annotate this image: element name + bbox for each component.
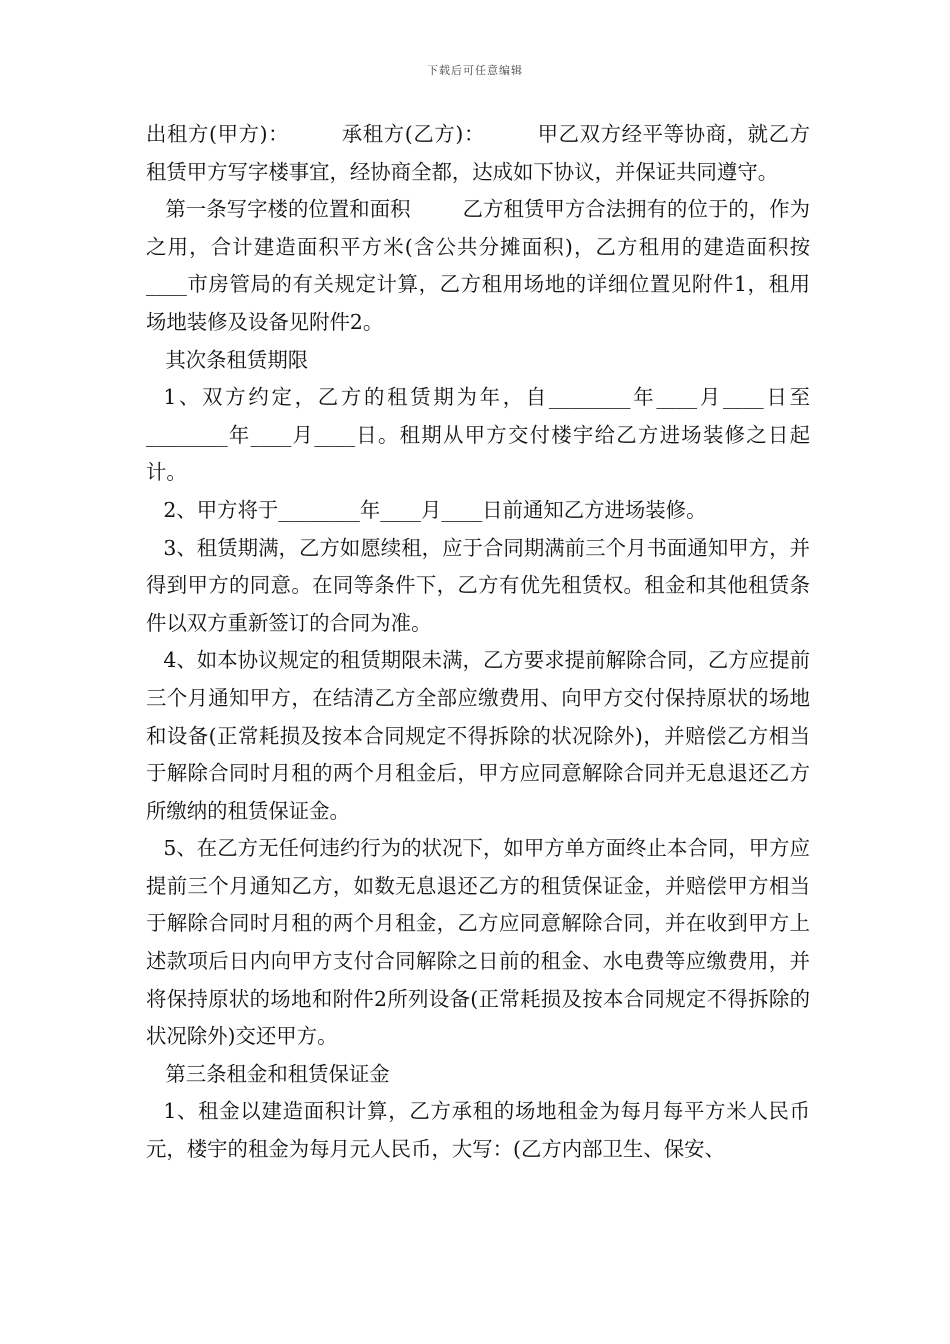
article-2-clause-5: 5、在乙方无任何违约行为的状况下，如甲方单方面终止本合同，甲方应提前三个月通知乙方，如数无息退还乙方的租赁保证金，并赔偿甲方相当于解除合同时月租的两个月租金，乙方应同意解除合同，并在收到甲方上述款项后日内向甲方支付合同解除之日前的租金、水电费等应缴费用，并将保持原状的场地和附件2所列设备(正常耗损及按本合同规定不得拆除的状况除外)交还甲方。 — [146, 836, 810, 1049]
article-1-title: 第一条写字楼的位置和面积 — [165, 197, 411, 222]
article-3-clause-1: 1、租金以建造面积计算，乙方承租的场地租金为每月每平方米人民币元，楼宇的租金为每月元人民币，大写：(乙方内部卫生、保安、 — [146, 1099, 810, 1162]
article-2-clause-3: 3、租赁期满，乙方如愿续租，应于合同期满前三个月书面通知甲方，并得到甲方的同意。在同等条件下，乙方有优先租赁权。租金和其他租赁条件以双方重新签订的合同为准。 — [146, 535, 810, 635]
article-2-clause-2: 2、甲方将于________年____月____日前通知乙方进场装修。 — [163, 497, 707, 522]
paragraph-parties — [146, 116, 810, 191]
article-2-clause-1: 1、双方约定，乙方的租赁期为年，自________年____月____日至________年____月____日。租期从甲方交付楼宇给乙方进场装修之日起计。 — [146, 385, 810, 485]
article-3-title: 第三条租金和租赁保证金 — [165, 1061, 390, 1086]
lessee-label: 承租方(乙方)： — [341, 122, 485, 146]
agreement-intro: 甲乙双方经平等协商，就乙方租赁甲方写字楼事宜，经协商全都，达成如下协议，并保证共同遵守。 — [146, 122, 810, 184]
article-2-clause-4: 4、如本协议规定的租赁期限未满，乙方要求提前解除合同，乙方应提前三个月通知甲方，在结清乙方全部应缴费用、向甲方交付保持原状的场地和设备(正常耗损及按本合同规定不得拆除的状况除外)，并赔偿乙方相当于解除合同时月租的两个月租金后，甲方应同意解除合同并无息退还乙方所缴纳的租赁保证金。 — [146, 648, 810, 823]
article-1-text: 乙方租赁甲方合法拥有的位于的，作为之用，合计建造面积平方米(含公共分摊面积)，乙方租用的建造面积按____市房管局的有关规定计算，乙方租用场地的详细位置见附件1，租用场地装修及设备见附件2。 — [146, 197, 811, 334]
page-header: 下载后可任意编辑 — [427, 64, 523, 77]
document-body — [146, 116, 810, 1169]
paragraph-article-1 — [146, 191, 810, 341]
lessor-label: 出租方(甲方)： — [146, 122, 290, 146]
article-2-title: 其次条租赁期限 — [165, 347, 309, 372]
